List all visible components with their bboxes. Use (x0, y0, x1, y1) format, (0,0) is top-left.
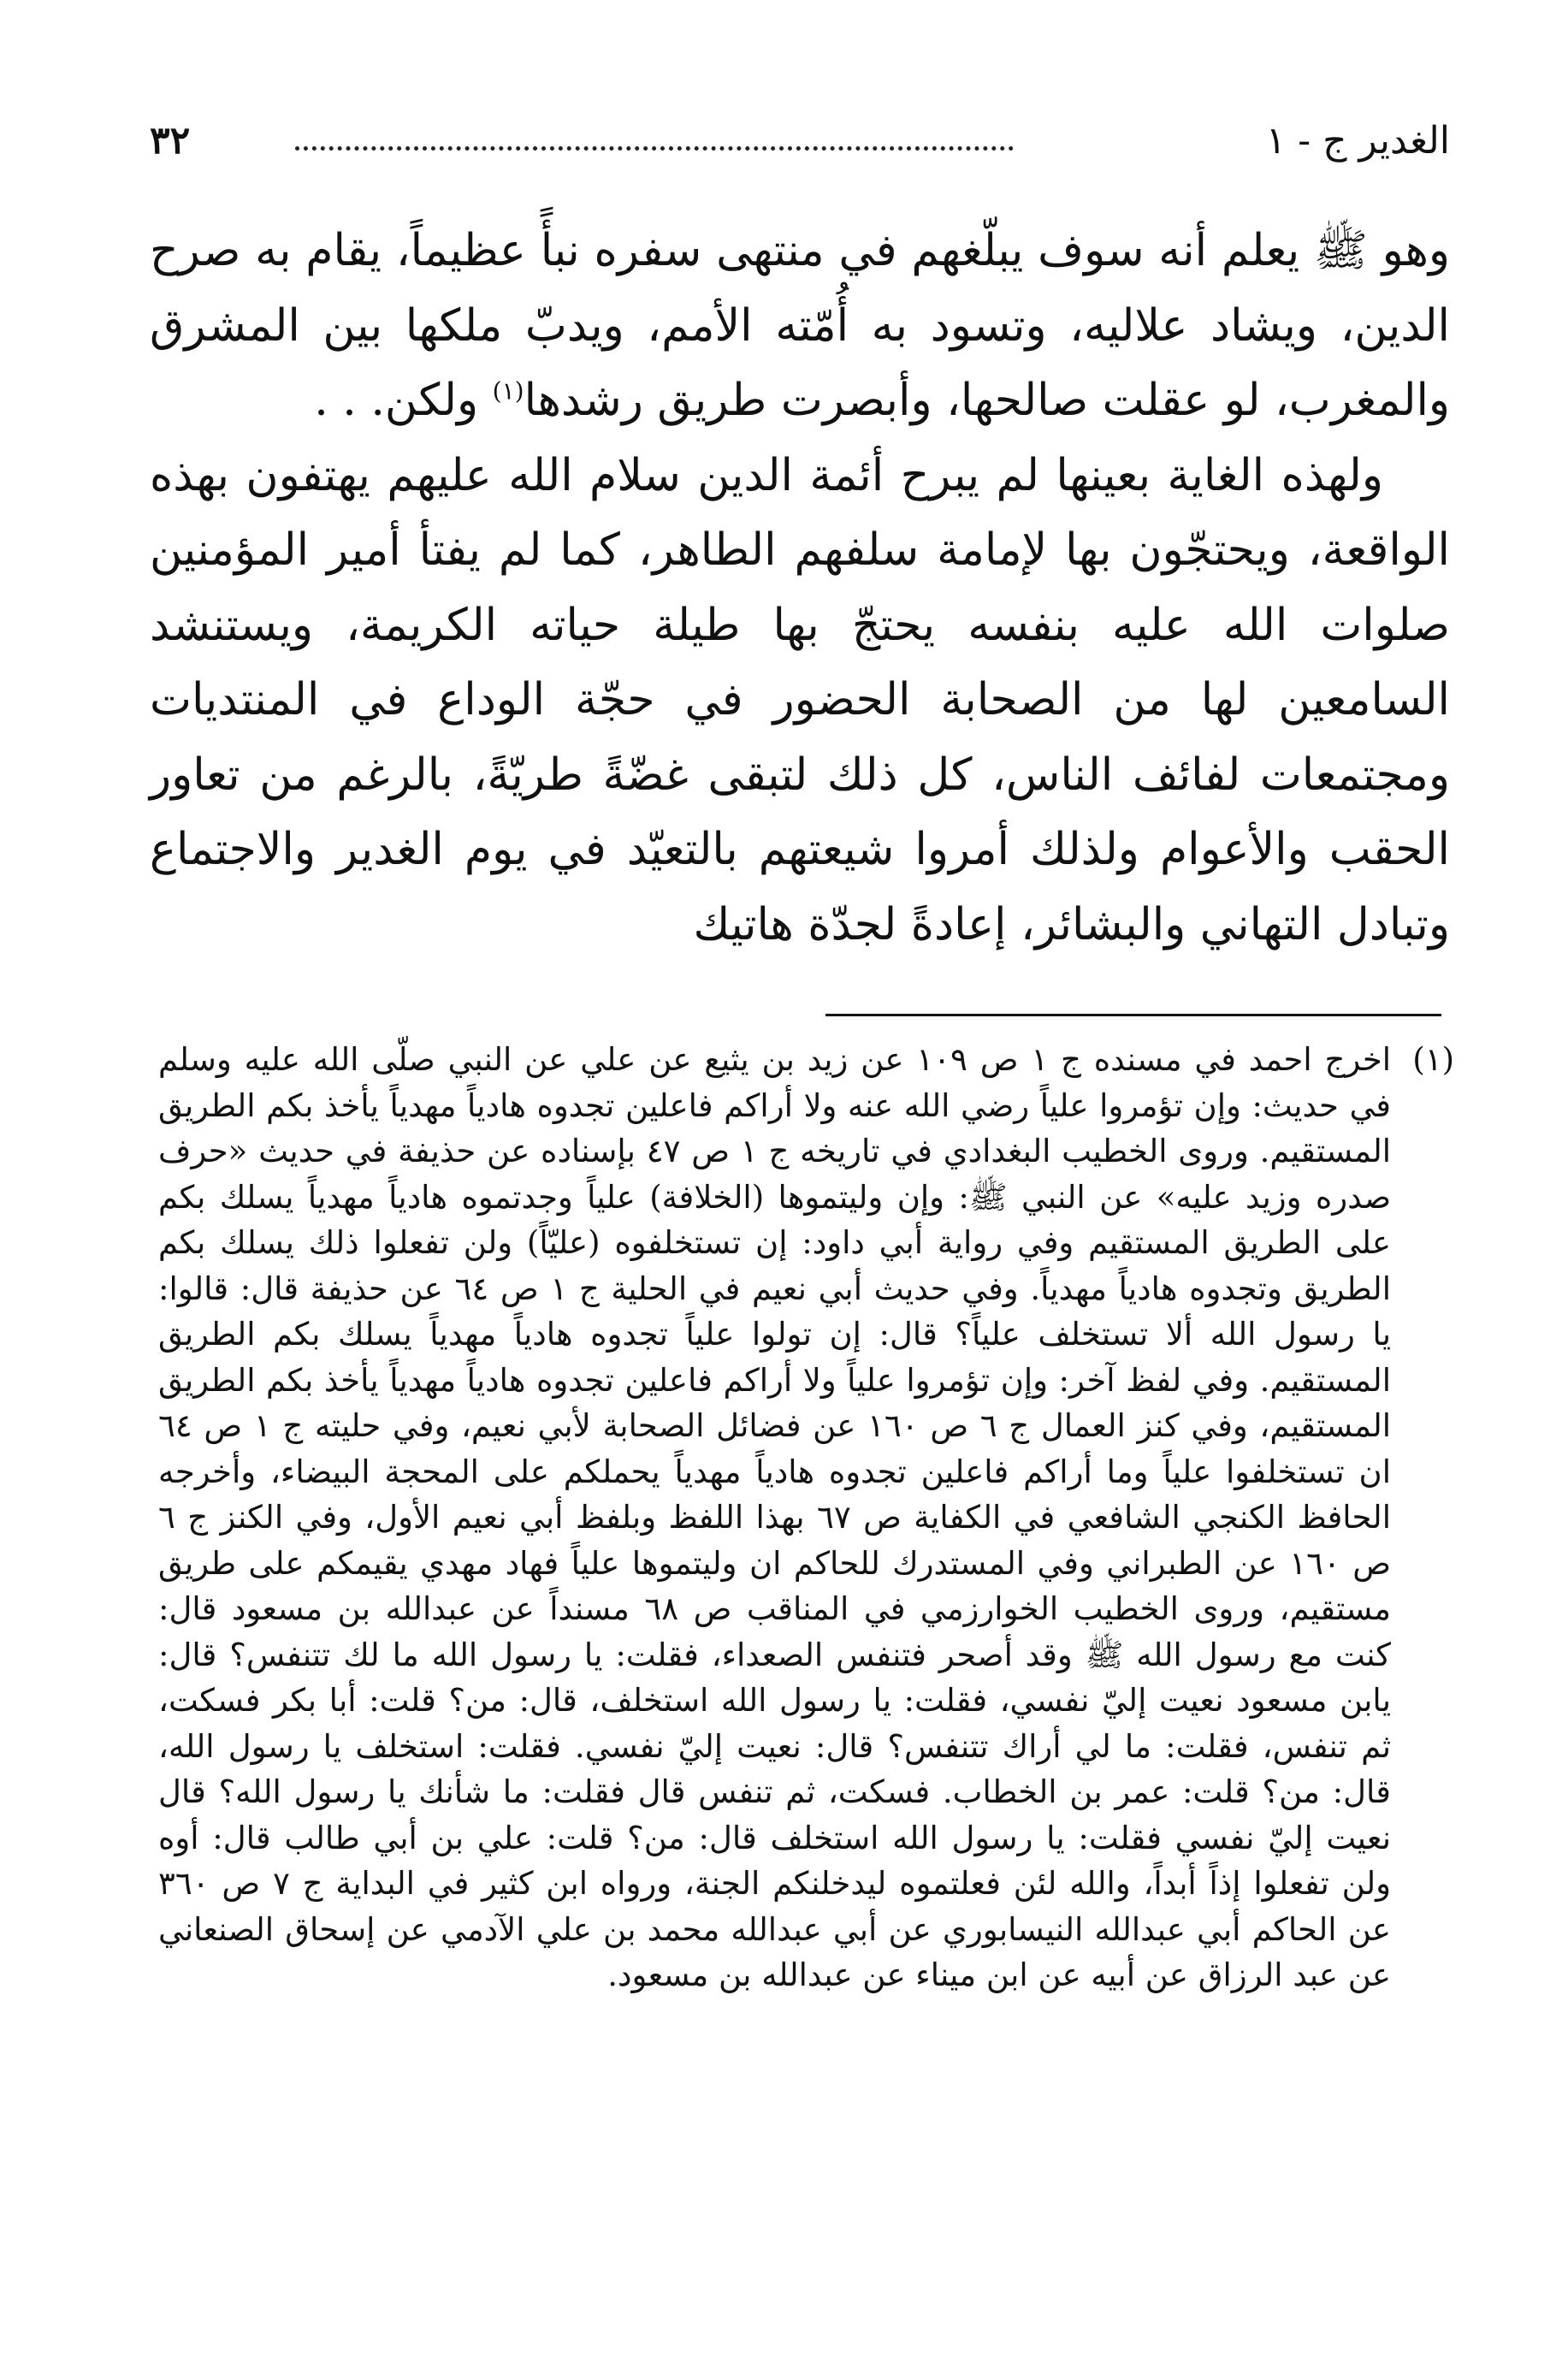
paragraph-2: ولهذه الغاية بعينها لم يبرح أئمة الدين سلام الله عليهم يهتفون بهذه الواقعة، ويحتجّون بها لإمامة سلفهم الطاهر، كما لم يفتأ أمير المؤمنين صلوات الله عليه بنفسه يحتجّ بها طيلة حياته الكريمة، ويستنشد السامعين لها من الصحابة الحضور في حجّة الوداع في المنتديات ومجتمعات لفائف الناس، كل ذلك لتبقى غضّةً طريّةً، بالرغم من تعاور الحقب والأعوام ولذلك أمروا شيعتهم بالتعيّد في يوم الغدير والاجتماع وتبادل التهاني والبشائر، إعادةً لجدّة هاتيك (150, 449, 1450, 950)
book-title: الغدير ج - ١ (1265, 119, 1450, 163)
footnote-body (158, 1037, 1454, 1998)
footnote-marker-wrap (1391, 1041, 1454, 1078)
footnote-text: اخرج احمد في مسنده ج ١ ص ١٠٩ عن زيد بن يثيع عن علي عن النبي صلّى الله عليه وسلم في حديث: وإن تؤمروا علياً رضي الله عنه ولا أراكم فاعلين تجدوه هادياً مهدياً يأخذ بكم الطريق المستقيم. وروى الخطيب البغدادي في تاريخه ج ١ ص ٤٧ بإسناده عن حذيفة في حديث «حرف صدره وزيد عليه» عن النبي ﷺ: وإن وليتموها (الخلافة) علياً وجدتموه هادياً مهدياً يسلك بكم على الطريق المستقيم وفي رواية أبي داود: إن تستخلفوه (عليّاً) ولن تفعلوا ذلك يسلك بكم الطريق وتجدوه هادياً مهدياً. وفي حديث أبي نعيم في الحلية ج ١ ص ٦٤ عن حذيفة قال: قالوا: يا رسول الله ألا تستخلف علياً؟ قال: إن تولوا علياً تجدوه هادياً مهدياً يسلك بكم الطريق المستقيم. وفي لفظ آخر: وإن تؤمروا علياً ولا أراكم فاعلين تجدوه هادياً مهدياً يأخذ بكم الطريق المستقيم، وفي كنز العمال ج ٦ ص ١٦٠ عن فضائل الصحابة لأبي نعيم، وفي حليته ج ١ ص ٦٤ ان تستخلفوا علياً وما أراكم فاعلين تجدوه هادياً مهدياً يحملكم على المحجة البيضاء، وأخرجه الحافظ الكنجي الشافعي في الكفاية ص ٦٧ بهذا اللفظ وبلفظ أبي نعيم الأول، وفي الكنز ج ٦ ص ١٦٠ عن الطبراني وفي المستدرك للحاكم ان وليتموها علياً فهاد مهدي يقيمكم على طريق مستقيم، وروى الخطيب الخوارزمي في المناقب ص ٦٨ مسنداً عن عبدالله بن مسعود قال: كنت مع رسول الله ﷺ وقد أصحر فتنفس الصعداء، فقلت: يا رسول الله ما لك تتنفس؟ قال: يابن مسعود نعيت إليّ نفسي، فقلت: يا رسول الله استخلف، قال: من؟ قلت: أبا بكر فسكت، ثم تنفس، فقلت: ما لي أراك تتنفس؟ قال: نعيت إليّ نفسي. فقلت: استخلف يا رسول الله، قال: من؟ قلت: عمر بن الخطاب. فسكت، ثم تنفس قال فقلت: ما شأنك يا رسول الله؟ قال نعيت إليّ نفسي فقلت: يا رسول الله استخلف قال: من؟ قلت: علي بن أبي طالب قال: أوه ولن تفعلوا إذاً أبداً، والله لئن فعلتموه ليدخلنكم الجنة، ورواه ابن كثير في البداية ج ٧ ص ٣٦٠ عن الحاكم أبي عبدالله النيسابوري عن أبي عبدالله محمد بن علي الآدمي عن إسحاق الصنعاني عن عبد الرزاق عن أبيه عن ابن ميناء عن عبدالله بن مسعود. (158, 1041, 1392, 1993)
paragraph-1-text: وهو ﷺ يعلم أنه سوف يبلّغهم في منتهى سفره نبأً عظيماً، يقام به صرح الدين، ويشاد علاليه، وتسود به أُمّته الأمم، ويدبّ ملكها بين المشرق والمغرب، لو عقلت صالحها، وأبصرت طريق رشدها (150, 225, 1450, 426)
running-header (150, 115, 1450, 167)
footnote-marker: (١) (1412, 1041, 1454, 1078)
footnote-divider (825, 1014, 1441, 1016)
page-number: ٣٢ (150, 119, 191, 163)
header-dotted-leader (295, 146, 1014, 151)
main-text (150, 214, 1450, 962)
paragraph-1 (150, 214, 1450, 439)
paragraph-1-end: ولكن. . . (314, 375, 493, 426)
footnote-reference[interactable]: (١) (492, 376, 524, 406)
footnote (158, 1037, 1454, 1998)
